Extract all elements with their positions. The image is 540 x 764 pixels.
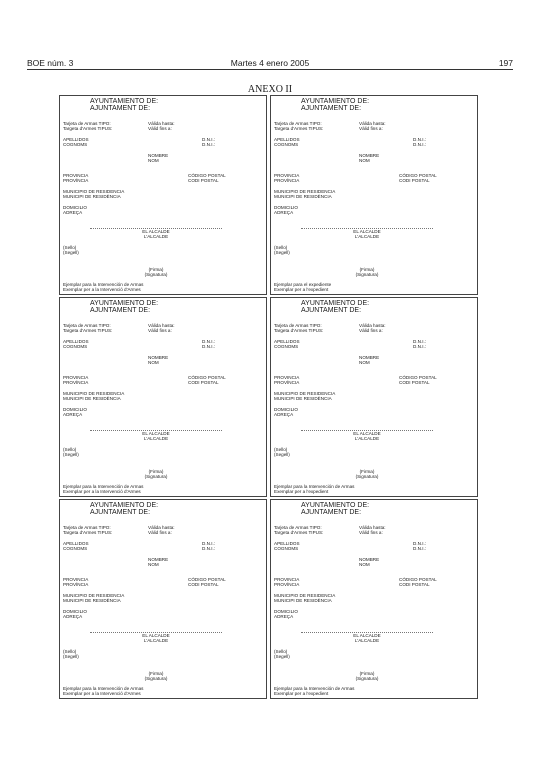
journal-issue: BOE núm. 3	[27, 58, 74, 68]
seal-label: (Sello)	[274, 245, 288, 250]
footer-copy-label: Ejemplar para el expediente	[274, 282, 332, 287]
issue-date: Martes 4 enero 2005	[230, 58, 310, 68]
footer-copy-label: Ejemplar para la Intervención de Armas	[274, 686, 355, 691]
province-label-ca: PROVÍNCIA	[63, 582, 89, 587]
municipality-label: MUNICIPIO DE RESIDENCIA	[274, 189, 336, 194]
municipality-label-ca: MUNICIPI DE RESIDÈNCIA	[63, 396, 121, 401]
council-title-ca: AJUNTAMENT DE:	[90, 307, 151, 314]
province-label: PROVINCIA	[63, 375, 89, 380]
surnames-label-ca: COGNOMS	[63, 546, 88, 551]
seal-label: (Sello)	[63, 447, 77, 452]
signature-label-ca: (Signatura)	[355, 474, 379, 479]
card-type-label: Tarjeta de Armas TIPO:	[63, 121, 111, 126]
signature-label: (Firma)	[359, 267, 375, 272]
postal-code-label: CÓDIGO POSTAL	[399, 173, 437, 178]
province-label: PROVINCIA	[63, 173, 89, 178]
name-label-ca: NOM	[359, 562, 370, 567]
weapon-card-form	[270, 297, 478, 497]
surnames-label-ca: COGNOMS	[274, 142, 299, 147]
postal-code-label-ca: CODI POSTAL	[188, 178, 219, 183]
weapon-card-form	[59, 499, 267, 699]
seal-label-ca: (Segell)	[63, 452, 79, 457]
card-type-label-ca: Targeta d'Armes TIPUS:	[63, 530, 113, 535]
mayor-label-ca: L'ALCALDE	[143, 638, 169, 643]
seal-label: (Sello)	[63, 649, 77, 654]
municipality-label-ca: MUNICIPI DE RESIDÈNCIA	[63, 194, 121, 199]
postal-code-label: CÓDIGO POSTAL	[399, 375, 437, 380]
mayor-label: EL ALCALDE	[142, 431, 170, 436]
valid-until-label-ca: Vàlid fins a:	[359, 328, 383, 333]
valid-until-label-ca: Vàlid fins a:	[359, 530, 383, 535]
province-label: PROVINCIA	[63, 577, 89, 582]
council-title-ca: AJUNTAMENT DE:	[90, 105, 151, 112]
name-label-ca: NOM	[359, 158, 370, 163]
postal-code-label-ca: CODI POSTAL	[188, 380, 219, 385]
seal-label-ca: (Segell)	[274, 452, 290, 457]
postal-code-label: CÓDIGO POSTAL	[188, 577, 226, 582]
dni-label-ca: D.N.I.:	[413, 142, 427, 147]
municipality-label: MUNICIPIO DE RESIDENCIA	[63, 593, 125, 598]
surnames-label: APELLIDOS	[274, 137, 300, 142]
dni-label-ca: D.N.I.:	[202, 344, 216, 349]
signature-dotted-line	[90, 430, 222, 431]
name-label: NOMBRE	[359, 153, 380, 158]
postal-code-label: CÓDIGO POSTAL	[188, 173, 226, 178]
signature-dotted-line	[90, 632, 222, 633]
council-title: AYUNTAMIENTO DE:	[301, 98, 370, 105]
mayor-label-ca: L'ALCALDE	[143, 436, 169, 441]
address-label-ca: ADREÇA	[63, 210, 83, 215]
name-label: NOMBRE	[148, 557, 169, 562]
valid-until-label: Válida hasta:	[148, 121, 175, 126]
address-label: DOMICILIO	[274, 205, 298, 210]
address-label: DOMICILIO	[274, 407, 298, 412]
signature-label-ca: (Signatura)	[144, 272, 168, 277]
signature-label: (Firma)	[359, 469, 375, 474]
mayor-label-ca: L'ALCALDE	[354, 436, 380, 441]
footer-copy-label-ca: Exemplar per a la Intervenció d'Armes	[63, 489, 141, 494]
weapon-card-form	[270, 95, 478, 295]
province-label-ca: PROVÍNCIA	[274, 582, 300, 587]
card-type-label-ca: Targeta d'Armes TIPUS:	[274, 530, 324, 535]
signature-dotted-line	[301, 632, 433, 633]
municipality-label: MUNICIPIO DE RESIDENCIA	[274, 391, 336, 396]
name-label-ca: NOM	[148, 158, 159, 163]
seal-label: (Sello)	[63, 245, 77, 250]
seal-label-ca: (Segell)	[63, 654, 79, 659]
surnames-label-ca: COGNOMS	[274, 344, 299, 349]
address-label: DOMICILIO	[63, 609, 87, 614]
valid-until-label-ca: Vàlid fins a:	[148, 328, 172, 333]
address-label-ca: ADREÇA	[63, 614, 83, 619]
signature-label: (Firma)	[148, 267, 164, 272]
municipality-label: MUNICIPIO DE RESIDENCIA	[63, 189, 125, 194]
dni-label: D.N.I.:	[202, 137, 216, 142]
name-label: NOMBRE	[148, 355, 169, 360]
surnames-label: APELLIDOS	[63, 541, 89, 546]
dni-label-ca: D.N.I.:	[413, 546, 427, 551]
card-type-label: Tarjeta de Armas TIPO:	[274, 525, 322, 530]
card-type-label-ca: Targeta d'Armes TIPUS:	[274, 126, 324, 131]
valid-until-label-ca: Vàlid fins a:	[359, 126, 383, 131]
council-title: AYUNTAMIENTO DE:	[301, 502, 370, 509]
footer-copy-label: Ejemplar para la Intervención de Armas	[274, 484, 355, 489]
province-label-ca: PROVÍNCIA	[274, 380, 300, 385]
valid-until-label: Válida hasta:	[148, 323, 175, 328]
card-type-label-ca: Targeta d'Armes TIPUS:	[63, 126, 113, 131]
valid-until-label: Válida hasta:	[359, 121, 386, 126]
seal-label: (Sello)	[274, 649, 288, 654]
address-label-ca: ADREÇA	[274, 614, 294, 619]
council-title: AYUNTAMIENTO DE:	[90, 98, 159, 105]
council-title-ca: AJUNTAMENT DE:	[90, 509, 151, 516]
mayor-label: EL ALCALDE	[142, 633, 170, 638]
surnames-label-ca: COGNOMS	[63, 142, 88, 147]
address-label-ca: ADREÇA	[274, 412, 294, 417]
footer-copy-label-ca: Exemplar per a l'expedient	[274, 691, 329, 696]
municipality-label: MUNICIPIO DE RESIDENCIA	[274, 593, 336, 598]
postal-code-label-ca: CODI POSTAL	[188, 582, 219, 587]
card-type-label: Tarjeta de Armas TIPO:	[274, 323, 322, 328]
province-label: PROVINCIA	[274, 577, 300, 582]
municipality-label-ca: MUNICIPI DE RESIDÈNCIA	[274, 396, 332, 401]
valid-until-label: Válida hasta:	[359, 323, 386, 328]
footer-copy-label: Ejemplar para la Intervención de Armas	[63, 282, 144, 287]
signature-label: (Firma)	[359, 671, 375, 676]
valid-until-label-ca: Vàlid fins a:	[148, 126, 172, 131]
seal-label: (Sello)	[274, 447, 288, 452]
council-title: AYUNTAMIENTO DE:	[301, 300, 370, 307]
municipality-label-ca: MUNICIPI DE RESIDÈNCIA	[274, 598, 332, 603]
surnames-label: APELLIDOS	[63, 339, 89, 344]
province-label-ca: PROVÍNCIA	[63, 380, 89, 385]
dni-label-ca: D.N.I.:	[202, 546, 216, 551]
province-label-ca: PROVÍNCIA	[63, 178, 89, 183]
province-label: PROVINCIA	[274, 375, 300, 380]
surnames-label: APELLIDOS	[274, 541, 300, 546]
mayor-label-ca: L'ALCALDE	[354, 638, 380, 643]
weapon-card-form	[270, 499, 478, 699]
postal-code-label-ca: CODI POSTAL	[399, 178, 430, 183]
signature-label: (Firma)	[148, 469, 164, 474]
mayor-label-ca: L'ALCALDE	[354, 234, 380, 239]
name-label: NOMBRE	[359, 557, 380, 562]
province-label-ca: PROVÍNCIA	[274, 178, 300, 183]
postal-code-label-ca: CODI POSTAL	[399, 582, 430, 587]
council-title-ca: AJUNTAMENT DE:	[301, 509, 362, 516]
province-label: PROVINCIA	[274, 173, 300, 178]
surnames-label: APELLIDOS	[274, 339, 300, 344]
card-type-label: Tarjeta de Armas TIPO:	[63, 323, 111, 328]
signature-label: (Firma)	[148, 671, 164, 676]
valid-until-label: Válida hasta:	[359, 525, 386, 530]
dni-label: D.N.I.:	[413, 541, 427, 546]
mayor-label: EL ALCALDE	[353, 633, 381, 638]
council-title-ca: AJUNTAMENT DE:	[301, 307, 362, 314]
footer-copy-label-ca: Exemplar per a l'expedient	[274, 287, 329, 292]
postal-code-label: CÓDIGO POSTAL	[188, 375, 226, 380]
seal-label-ca: (Segell)	[63, 250, 79, 255]
municipality-label-ca: MUNICIPI DE RESIDÈNCIA	[63, 598, 121, 603]
address-label-ca: ADREÇA	[274, 210, 294, 215]
council-title: AYUNTAMIENTO DE:	[90, 502, 159, 509]
name-label: NOMBRE	[148, 153, 169, 158]
signature-dotted-line	[301, 228, 433, 229]
postal-code-label-ca: CODI POSTAL	[399, 380, 430, 385]
signature-dotted-line	[301, 430, 433, 431]
council-title-ca: AJUNTAMENT DE:	[301, 105, 362, 112]
seal-label-ca: (Segell)	[274, 250, 290, 255]
card-type-label-ca: Targeta d'Armes TIPUS:	[63, 328, 113, 333]
surnames-label-ca: COGNOMS	[63, 344, 88, 349]
dni-label: D.N.I.:	[202, 541, 216, 546]
address-label: DOMICILIO	[63, 407, 87, 412]
mayor-label: EL ALCALDE	[142, 229, 170, 234]
signature-label-ca: (Signatura)	[144, 474, 168, 479]
dni-label: D.N.I.:	[202, 339, 216, 344]
mayor-label: EL ALCALDE	[353, 229, 381, 234]
surnames-label: APELLIDOS	[63, 137, 89, 142]
dni-label-ca: D.N.I.:	[413, 344, 427, 349]
name-label: NOMBRE	[359, 355, 380, 360]
seal-label-ca: (Segell)	[274, 654, 290, 659]
card-type-label: Tarjeta de Armas TIPO:	[274, 121, 322, 126]
mayor-label: EL ALCALDE	[353, 431, 381, 436]
signature-label-ca: (Signatura)	[144, 676, 168, 681]
signature-label-ca: (Signatura)	[355, 676, 379, 681]
signature-label-ca: (Signatura)	[355, 272, 379, 277]
valid-until-label-ca: Vàlid fins a:	[148, 530, 172, 535]
valid-until-label: Válida hasta:	[148, 525, 175, 530]
municipality-label: MUNICIPIO DE RESIDENCIA	[63, 391, 125, 396]
card-type-label: Tarjeta de Armas TIPO:	[63, 525, 111, 530]
postal-code-label: CÓDIGO POSTAL	[399, 577, 437, 582]
footer-copy-label: Ejemplar para la Intervención de Armas	[63, 484, 144, 489]
footer-copy-label-ca: Exemplar per a l'expedient	[274, 489, 329, 494]
annex-title: ANEXO II	[247, 84, 293, 95]
footer-copy-label-ca: Exemplar per a la Intervenció d'Armes	[63, 287, 141, 292]
dni-label-ca: D.N.I.:	[202, 142, 216, 147]
address-label-ca: ADREÇA	[63, 412, 83, 417]
address-label: DOMICILIO	[274, 609, 298, 614]
card-type-label-ca: Targeta d'Armes TIPUS:	[274, 328, 324, 333]
dni-label: D.N.I.:	[413, 339, 427, 344]
weapon-card-form	[59, 297, 267, 497]
municipality-label-ca: MUNICIPI DE RESIDÈNCIA	[274, 194, 332, 199]
dni-label: D.N.I.:	[413, 137, 427, 142]
name-label-ca: NOM	[148, 360, 159, 365]
page-number: 197	[498, 58, 513, 68]
footer-copy-label-ca: Exemplar per a la Intervenció d'Armes	[63, 691, 141, 696]
footer-copy-label: Ejemplar para la Intervención de Armas	[63, 686, 144, 691]
council-title: AYUNTAMIENTO DE:	[90, 300, 159, 307]
signature-dotted-line	[90, 228, 222, 229]
surnames-label-ca: COGNOMS	[274, 546, 299, 551]
weapon-card-form	[59, 95, 267, 295]
name-label-ca: NOM	[359, 360, 370, 365]
mayor-label-ca: L'ALCALDE	[143, 234, 169, 239]
address-label: DOMICILIO	[63, 205, 87, 210]
name-label-ca: NOM	[148, 562, 159, 567]
